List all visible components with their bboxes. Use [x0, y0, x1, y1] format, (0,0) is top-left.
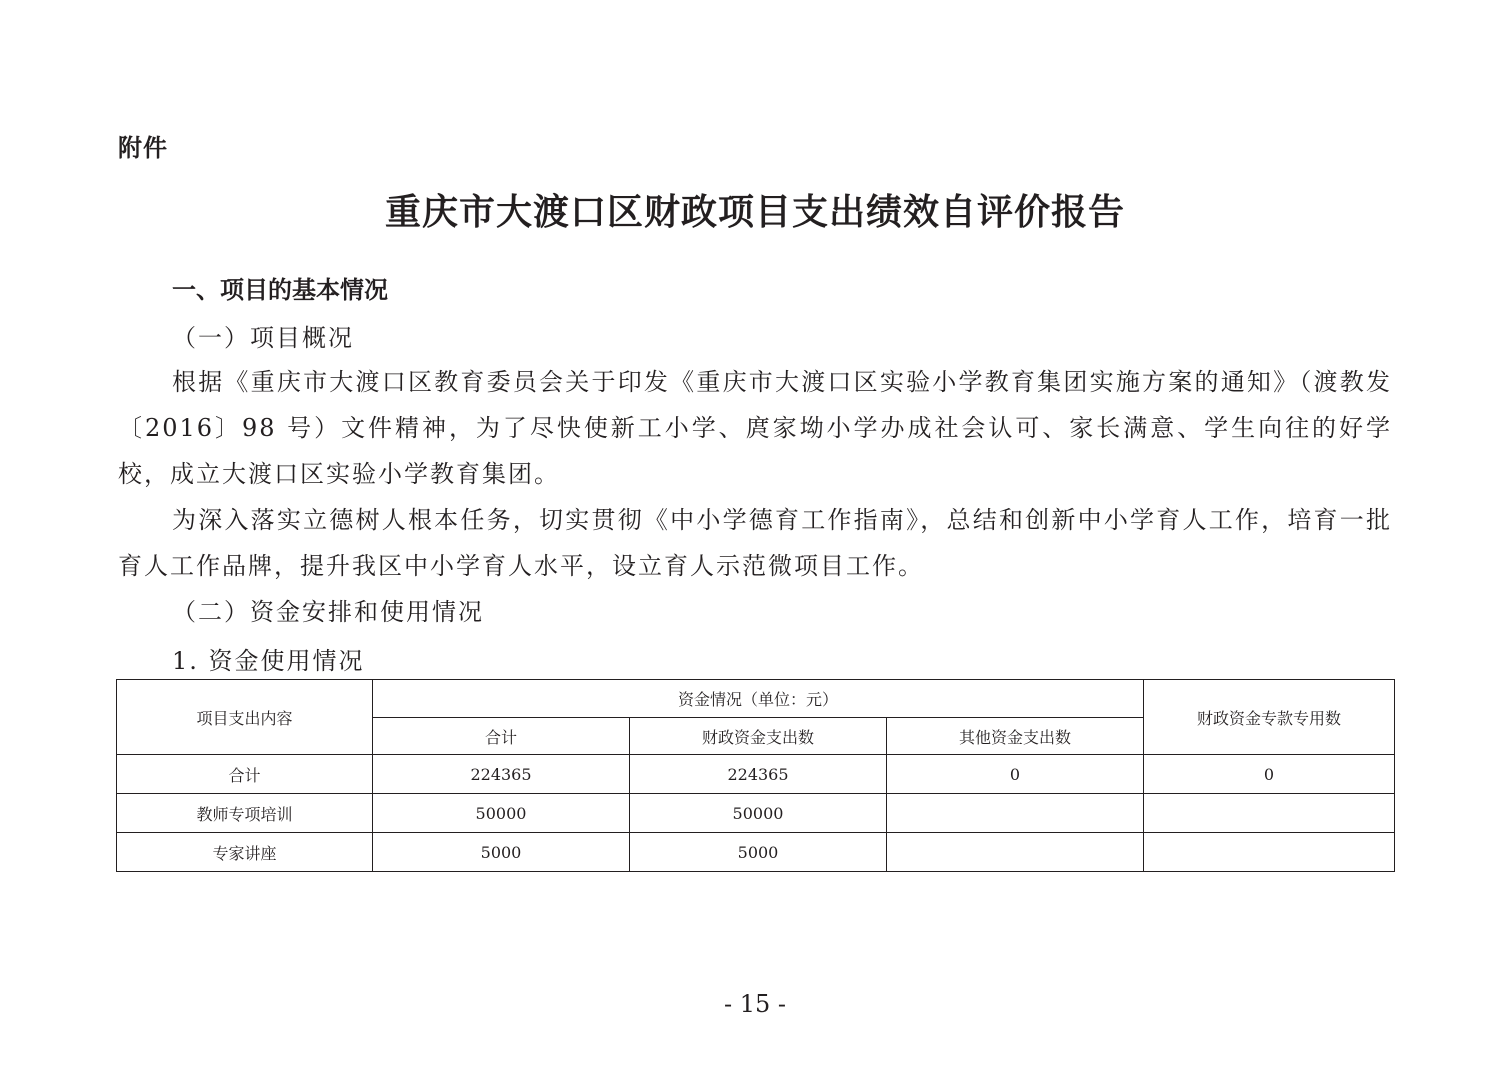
- cell-other: [887, 794, 1144, 833]
- table-row: [117, 833, 1395, 872]
- header-other: 其他资金支出数: [887, 718, 1144, 755]
- subsection-heading-overview: （一）项目概况: [172, 324, 354, 352]
- paragraph-project-background: 根据《重庆市大渡口区教育委员会关于印发《重庆市大渡口区实验小学教育集团实施方案的通知》（渡教发〔2016〕98 号）文件精神，为了尽快使新工小学、庹家坳小学办成社会认可、家长满意、学生向往的好学校，成立大渡口区实验小学教育集团。: [118, 368, 1392, 488]
- report-title: 重庆市大渡口区财政项目支出绩效自评价报告: [384, 191, 1125, 233]
- cell-total: 5000: [373, 833, 630, 872]
- section-heading-basic-info: 一、项目的基本情况: [172, 276, 388, 304]
- header-total: 合计: [373, 718, 630, 755]
- cell-total: 224365: [373, 755, 630, 794]
- subsection-heading-funding: （二）资金安排和使用情况: [172, 598, 484, 626]
- cell-fiscal: 50000: [630, 794, 887, 833]
- cell-fiscal: 224365: [630, 755, 887, 794]
- cell-item: 合计: [117, 755, 373, 794]
- cell-fiscal: 5000: [630, 833, 887, 872]
- cell-item: 教师专项培训: [117, 794, 373, 833]
- page-number: - 15 -: [723, 990, 786, 1018]
- cell-special: [1144, 833, 1395, 872]
- cell-special: [1144, 794, 1395, 833]
- table-header-row: [117, 680, 1395, 718]
- header-fiscal: 财政资金支出数: [630, 718, 887, 755]
- header-special-use: 财政资金专款专用数: [1144, 680, 1395, 755]
- fund-usage-table: [116, 679, 1395, 872]
- cell-special: 0: [1144, 755, 1395, 794]
- attachment-label: 附件: [118, 134, 168, 162]
- table-row: [117, 794, 1395, 833]
- cell-other: 0: [887, 755, 1144, 794]
- cell-total: 50000: [373, 794, 630, 833]
- cell-other: [887, 833, 1144, 872]
- header-item: 项目支出内容: [117, 680, 373, 755]
- cell-item: 专家讲座: [117, 833, 373, 872]
- item-heading-fund-usage: 1. 资金使用情况: [172, 647, 365, 675]
- header-fund-group: 资金情况（单位：元）: [373, 680, 1144, 718]
- paragraph-project-purpose: 为深入落实立德树人根本任务，切实贯彻《中小学德育工作指南》，总结和创新中小学育人工作，培育一批育人工作品牌，提升我区中小学育人水平，设立育人示范微项目工作。: [118, 506, 1392, 580]
- table-row: [117, 755, 1395, 794]
